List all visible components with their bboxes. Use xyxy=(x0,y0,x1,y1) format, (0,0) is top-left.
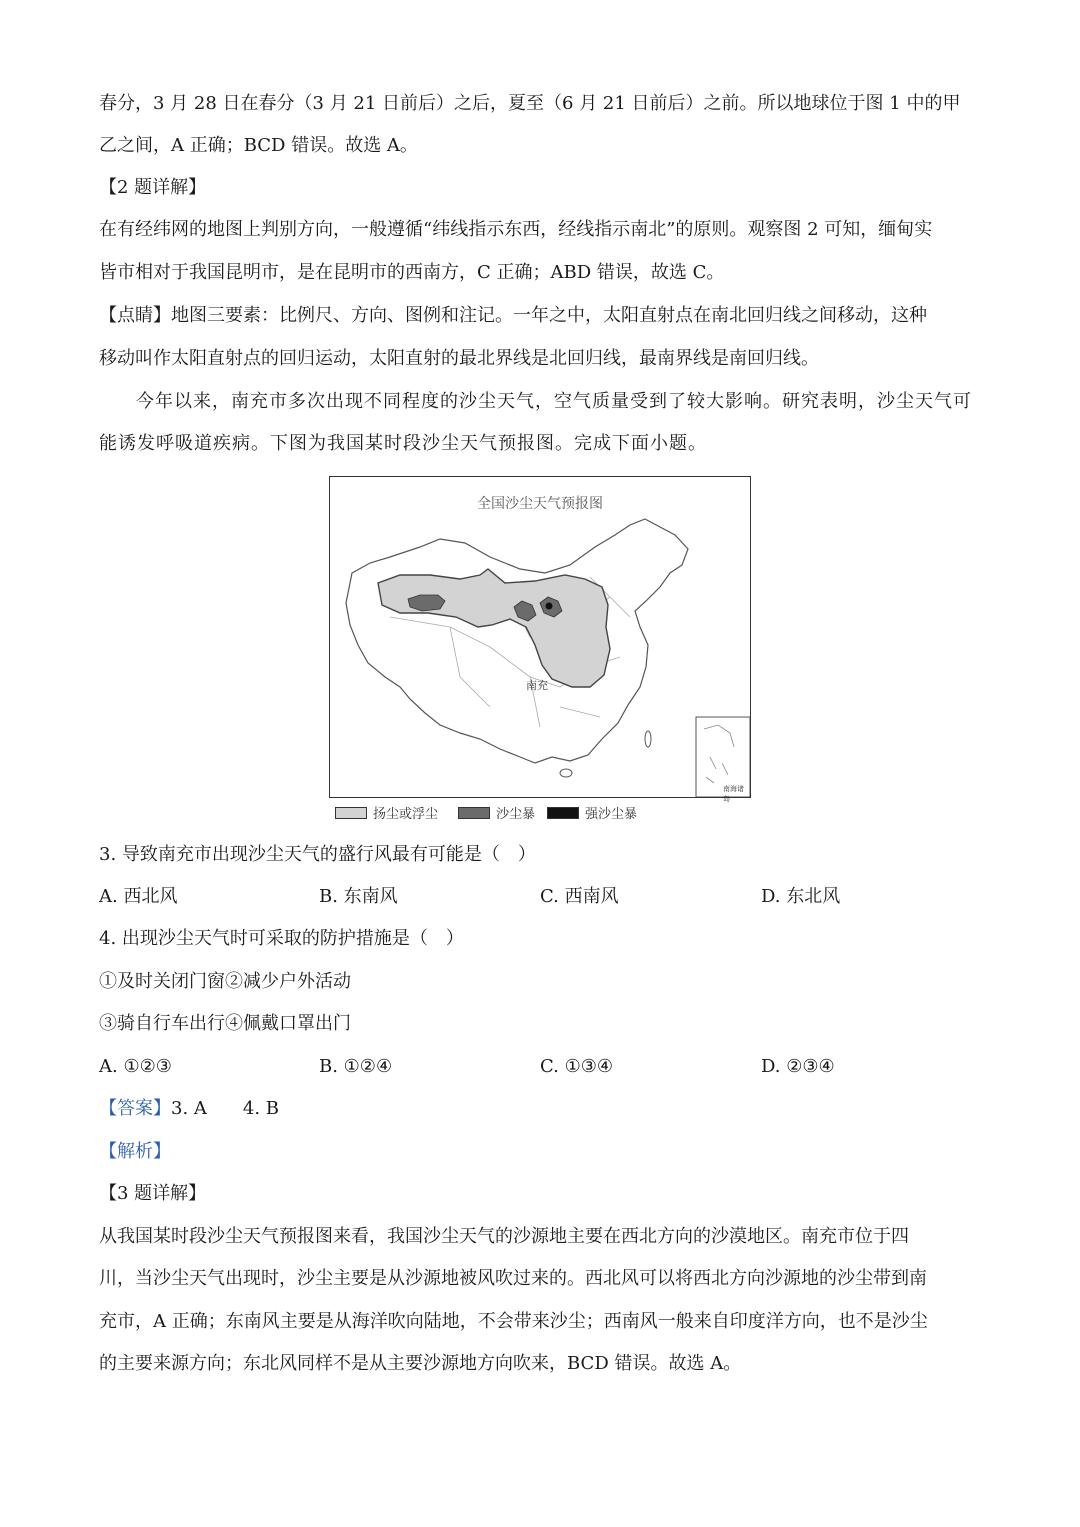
tip-line-1: 【点睛】地图三要素：比例尺、方向、图例和注记。一年之中，太阳直射点在南北回归线之间移动，这种 xyxy=(99,305,927,326)
q3-detail-heading: 【3 题详解】 xyxy=(99,1183,207,1204)
map-title: 全国沙尘天气预报图 xyxy=(477,496,603,512)
legend-label-1: 扬尘或浮尘 xyxy=(373,807,439,822)
answer-line xyxy=(99,1097,279,1121)
q3-option-d: D. 东北风 xyxy=(761,886,841,907)
strong-sandstorm-spot xyxy=(546,603,553,610)
q4-item-line-2: ③骑自行车出行④佩戴口罩出门 xyxy=(99,1013,351,1034)
nanchong-label: 南充 xyxy=(526,679,548,692)
q2-line-2: 皆市相对于我国昆明市，是在昆明市的西南方，C 正确；ABD 错误，故选 C。 xyxy=(99,262,725,283)
continuation-line-1: 春分，3 月 28 日在春分（3 月 21 日前后）之后，夏至（6 月 21 日前后）之前。所以地球位于图 1 中的甲 xyxy=(99,93,961,114)
taiwan-island xyxy=(645,731,651,747)
q4-item-line-1: ①及时关闭门窗②减少户外活动 xyxy=(99,971,351,992)
legend-item-2 xyxy=(458,803,535,822)
tip-line-2: 移动叫作太阳直射点的回归运动，太阳直射的最北界线是北回归线，最南界线是南回归线。 xyxy=(99,348,819,369)
legend-item-3 xyxy=(547,803,637,822)
legend-item-1 xyxy=(335,803,438,822)
q3-detail-line-3: 充市，A 正确；东南风主要是从海洋吹向陆地，不会带来沙尘；西南风一般来自印度洋方向，也不是沙尘 xyxy=(99,1311,928,1332)
q3-detail-line-1: 从我国某时段沙尘天气预报图来看，我国沙尘天气的沙源地主要在西北方向的沙漠地区。南充市位于四 xyxy=(99,1226,909,1247)
q4-option-d: D. ②③④ xyxy=(761,1056,835,1077)
inset-label: 南海诸岛 xyxy=(723,785,744,803)
q4-option-a: A. ①②③ xyxy=(99,1056,172,1077)
legend-label-3: 强沙尘暴 xyxy=(585,807,638,822)
hainan-island xyxy=(560,769,572,777)
q2-heading: 【2 题详解】 xyxy=(99,177,207,198)
q3-option-a: A. 西北风 xyxy=(99,886,178,907)
question-4-stem: 4. 出现沙尘天气时可采取的防护措施是（ ） xyxy=(99,928,464,949)
analysis-label: 【解析】 xyxy=(99,1141,171,1162)
legend-swatch-2 xyxy=(458,807,490,819)
legend-label-2: 沙尘暴 xyxy=(496,807,536,822)
dust-forecast-map xyxy=(329,476,751,803)
q3-detail-line-2: 川，当沙尘天气出现时，沙尘主要是从沙源地被风吹过来的。西北风可以将西北方向沙源地的沙尘带到南 xyxy=(99,1268,927,1289)
q4-option-c: C. ①③④ xyxy=(540,1056,613,1077)
legend-swatch-1 xyxy=(335,807,367,819)
q3-detail-line-4: 的主要来源方向；东北风同样不是从主要沙源地方向吹来，BCD 错误。故选 A。 xyxy=(99,1353,742,1374)
answer-label: 【答案】 xyxy=(99,1098,171,1119)
answer-text: 3. A 4. B xyxy=(171,1098,280,1119)
china-map-svg xyxy=(330,477,750,797)
q3-option-c: C. 西南风 xyxy=(540,886,619,907)
passage-line-1: 今年以来，南充市多次出现不同程度的沙尘天气，空气质量受到了较大影响。研究表明，沙尘天气可 xyxy=(136,391,972,412)
q3-option-b: B. 东南风 xyxy=(319,886,398,907)
q2-line-1: 在有经纬网的地图上判别方向，一般遵循“纬线指示东西，经线指示南北”的原则。观察图 2 可知，缅甸实 xyxy=(99,219,933,240)
question-3-stem: 3. 导致南充市出现沙尘天气的盛行风最有可能是（ ） xyxy=(99,844,536,865)
china-outline xyxy=(346,519,688,763)
sandstorm-patch-west xyxy=(408,595,445,611)
legend-swatch-3 xyxy=(547,807,579,819)
q4-option-b: B. ①②④ xyxy=(319,1056,393,1077)
continuation-line-2: 乙之间，A 正确；BCD 错误。故选 A。 xyxy=(99,135,418,156)
passage-line-2: 能诱发呼吸道疾病。下图为我国某时段沙尘天气预报图。完成下面小题。 xyxy=(99,433,707,454)
